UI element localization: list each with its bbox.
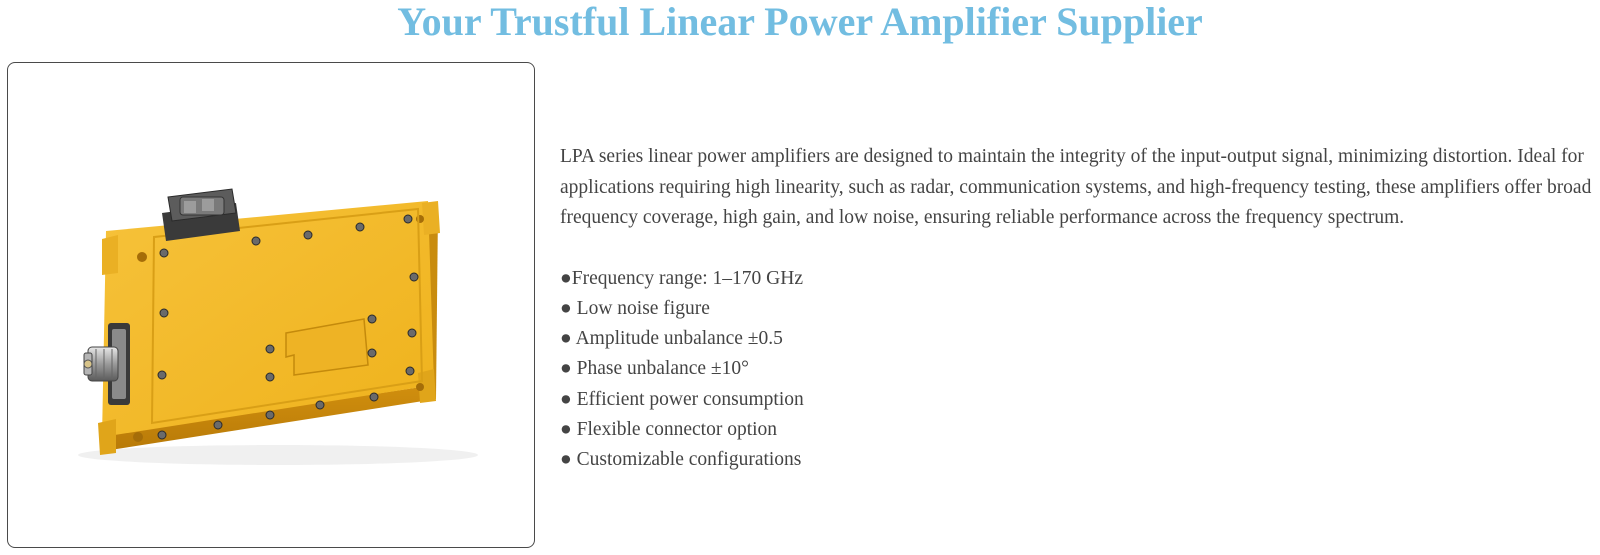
product-description: LPA series linear power amplifiers are designed to maintain the integrity of the input-output signal, minimizing distortion. Ideal for applications requiring high linearity, such as radar, communication systems, and high-frequency testing, these amplifiers offer broad frequency coverage, high gain, and low noise, ensuring reliable performance across the frequency spectrum. [560,146,1592,228]
feature-item: ● Flexible connector option [560,418,778,440]
feature-item: ● Phase unbalance ±10° [560,358,749,380]
product-content [560,142,1595,476]
feature-item: ● Low noise figure [560,297,710,319]
page-title: Your Trustful Linear Power Amplifier Supplier [397,0,1203,44]
feature-item: ●Frequency range: 1–170 GHz [560,267,803,289]
feature-list [560,264,1595,476]
feature-item: ● Efficient power consumption [560,388,804,410]
feature-item: ● Customizable configurations [560,449,802,471]
feature-item: ● Amplitude unbalance ±0.5 [560,328,783,350]
product-image-card [7,62,535,548]
product-image [8,63,535,548]
